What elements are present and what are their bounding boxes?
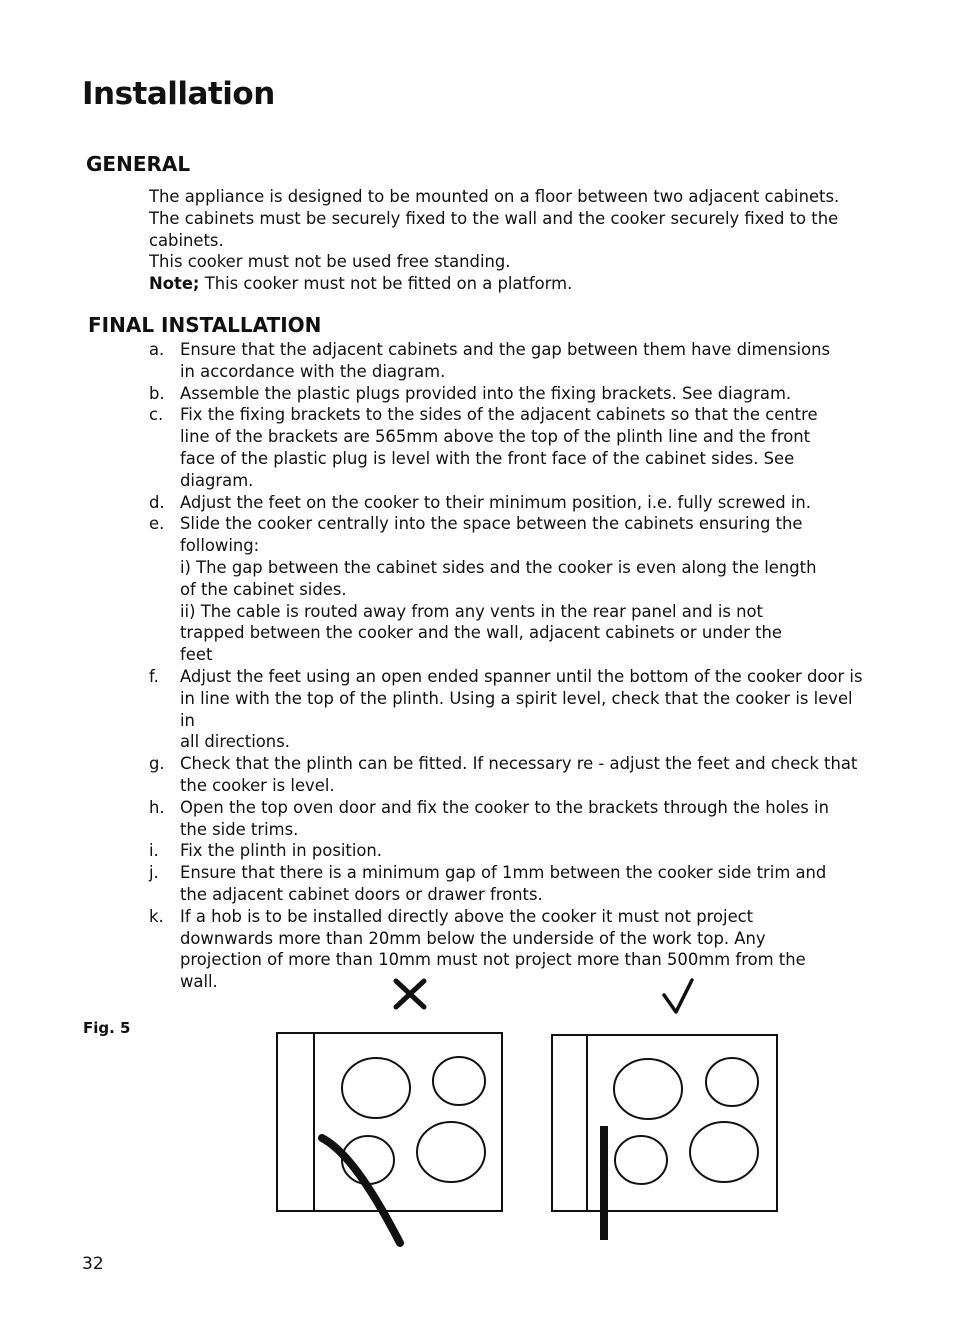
step-marker: g. (149, 754, 165, 774)
step-line: downwards more than 20mm below the underside of the work top. Any (180, 928, 766, 948)
step-marker: c. (149, 405, 164, 425)
step-line: line of the brackets are 565mm above the top of the plinth line and the front (180, 427, 811, 447)
general-heading: GENERAL (86, 152, 191, 176)
burner (342, 1058, 410, 1118)
step-line: the cooker is level. (180, 775, 335, 795)
note-label: Note; (149, 274, 200, 294)
step-marker: f. (149, 666, 159, 686)
correct-installation-diagram (552, 1035, 777, 1240)
step-line: Assemble the plastic plugs provided into the fixing brackets. See diagram. (180, 383, 792, 403)
step-marker: j. (149, 863, 159, 883)
tick-mark-icon (664, 980, 692, 1012)
sub-item-line: ii) The cable is routed away from any vents in the rear panel and is not (180, 601, 763, 621)
step-line: projection of more than 10mm must not project more than 500mm from the (180, 950, 806, 970)
step-marker: d. (149, 492, 165, 512)
step-line: following: (180, 536, 260, 556)
step-line: If a hob is to be installed directly above the cooker it must not project (180, 906, 754, 926)
step-marker: a. (149, 340, 165, 359)
sub-item-line: of the cabinet sides. (180, 579, 347, 599)
step-line: Adjust the feet using an open ended spanner until the bottom of the cooker door is (180, 666, 863, 686)
cable (322, 1138, 400, 1243)
general-line: This cooker must not be used free standing. (149, 252, 511, 272)
step-line: face of the plastic plug is level with the front face of the cabinet sides. See diagram. (180, 448, 795, 490)
final-installation-heading: FINAL INSTALLATION (88, 313, 322, 337)
step-line: Slide the cooker centrally into the space between the cabinets ensuring the (180, 514, 803, 534)
step-line: Open the top oven door and fix the cooker to the brackets through the holes in (180, 797, 829, 817)
cross-mark-icon (396, 981, 424, 1007)
page-title: Installation (82, 76, 275, 112)
sub-item-line: i) The gap between the cabinet sides and the cooker is even along the length (180, 557, 817, 577)
general-line: The appliance is designed to be mounted on a floor between two adjacent cabinets. (149, 187, 840, 206)
step-line: the adjacent cabinet doors or drawer fronts. (180, 884, 543, 904)
hob-outline (552, 1035, 777, 1211)
page-number: 32 (82, 1254, 104, 1274)
burner (690, 1122, 758, 1182)
step-line: the side trims. (180, 819, 299, 839)
step-line: in accordance with the diagram. (180, 361, 446, 381)
step-line: in line with the top of the plinth. Using a spirit level, check that the cooker is level in (180, 688, 853, 730)
step-line: Check that the plinth can be fitted. If necessary re - adjust the feet and check that (180, 754, 858, 774)
sub-item-line: trapped between the cooker and the wall, adjacent cabinets or under the (180, 623, 782, 643)
step-marker: i. (149, 841, 159, 861)
step-line: Fix the plinth in position. (180, 841, 383, 861)
step-line: Ensure that the adjacent cabinets and the gap between them have dimensions (180, 340, 831, 359)
burner (417, 1122, 485, 1182)
sub-item-line: feet (180, 645, 213, 665)
step-marker: k. (149, 906, 164, 926)
step-line: Adjust the feet on the cooker to their minimum position, i.e. fully screwed in. (180, 492, 811, 512)
step-line: wall. (180, 972, 218, 992)
burner (615, 1136, 667, 1184)
general-line: cabinets. (149, 230, 224, 250)
note-text: This cooker must not be fitted on a platform. (199, 274, 573, 294)
step-marker: h. (149, 797, 165, 817)
step-line: all directions. (180, 732, 290, 752)
step-line: Ensure that there is a minimum gap of 1mm between the cooker side trim and (180, 863, 827, 883)
step-marker: e. (149, 514, 165, 534)
incorrect-installation-diagram (277, 1033, 502, 1243)
burner (614, 1059, 682, 1119)
general-line: The cabinets must be securely fixed to the wall and the cooker securely fixed to the (149, 208, 839, 228)
step-marker: b. (149, 383, 165, 403)
figure-label: Fig. 5 (83, 1019, 131, 1037)
burner (706, 1058, 758, 1106)
step-line: Fix the fixing brackets to the sides of the adjacent cabinets so that the centre (180, 405, 818, 425)
burner (433, 1057, 485, 1105)
